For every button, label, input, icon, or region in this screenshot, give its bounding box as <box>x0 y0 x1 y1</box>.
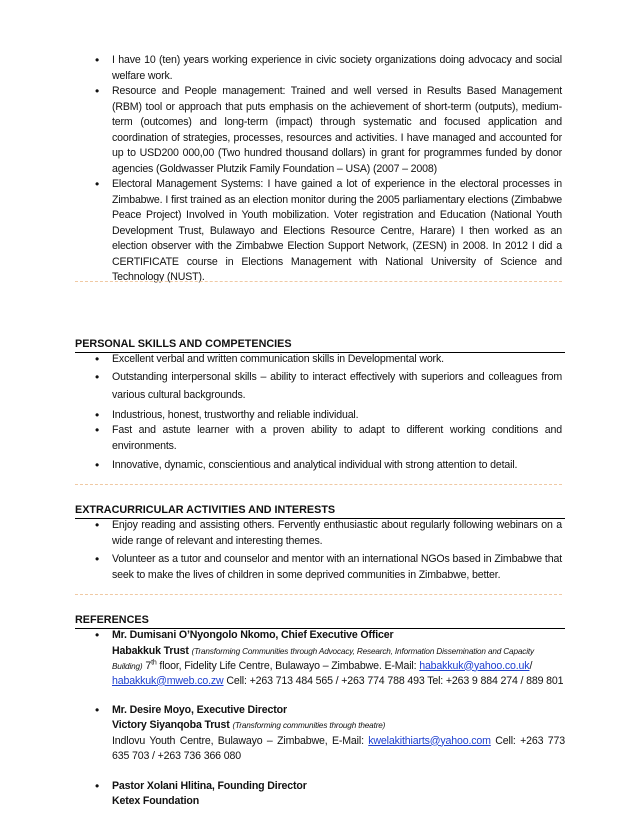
reference-email-link[interactable]: habakkuk@mweb.co.zw <box>112 674 224 687</box>
skills-list <box>75 352 562 474</box>
section-divider <box>75 281 562 282</box>
list-item: • I have 10 (ten) years working experience in civic society organizations doing advocacy and social welfare work. <box>75 53 562 84</box>
reference-address-suffix: th <box>151 658 157 666</box>
list-item: • Fast and astute learner with a proven ability to adapt to different working conditions and environments. <box>75 423 562 454</box>
list-item: • Enjoy reading and assisting others. Fervently enthusiastic about regularly following webinars on a wide range of relevant and interesting themes. <box>75 518 562 549</box>
list-item: • Resource and People management: Trained and well versed in Results Based Management (RBM) tool or approach that puts emphasis on the achievement of short-term (outputs), medium-term (outcomes) and long-term (impact) through systematic and focused application and coordination of strategies, processes, resources and activities. I have managed and accounted for up to USD200 000,00 (Two hundred thousand dollars) in grant for programmes funded by donor agencies (Goldwasser Plutzik Family Foundation – USA) (2007 – 2008) <box>75 84 562 177</box>
reference-name: • Pastor Xolani Hlitina, Founding Director <box>112 779 307 792</box>
list-item: • Electoral Management Systems: I have gained a lot of experience in the electoral processes in Zimbabwe. I first trained as an election monitor during the 2005 parliamentary elections (Zimbabwe Peace Project) Involved in Youth mobilization. Voter registration and Education (National Youth Development Trust, Bulawayo and Elections Resource Centre, Harare) I then worked as an election observer with the Zimbabwe Election Support Network, (ZESN) in 2008. In 2012 I did a CERTIFICATE course in Elections Management with National University of Science and Technology (NUST). <box>75 177 562 286</box>
list-item: • Innovative, dynamic, conscientious and analytical individual with strong attention to detail. <box>75 458 562 474</box>
reference-address: Indlovu Youth Centre, Bulawayo – Zimbabwe, E-Mail: <box>112 734 369 747</box>
list-item: • Outstanding interpersonal skills – ability to interact effectively with superiors and colleagues from various cultural backgrounds. <box>75 368 562 404</box>
section-divider <box>75 484 562 485</box>
reference-name: • Mr. Desire Moyo, Executive Director <box>112 703 287 716</box>
section-divider <box>75 594 562 595</box>
list-item: • Industrious, honest, trustworthy and reliable individual. <box>75 408 562 424</box>
extracurricular-list <box>75 518 562 583</box>
reference-email-link[interactable]: kwelakithiarts@yahoo.com <box>368 734 491 747</box>
references-list <box>75 628 565 810</box>
reference-contact: Cell: +263 773 635 703 / +263 736 366 080 <box>112 734 565 762</box>
reference-org-desc: (Transforming communities through theatre) <box>232 721 386 730</box>
reference-name: • Mr. Dumisani O’Nyongolo Nkomo, Chief Executive Officer <box>112 629 394 641</box>
reference-org: Victory Siyanqoba Trust <box>112 719 230 731</box>
section-title-extracurricular: EXTRACURRICULAR ACTIVITIES AND INTERESTS <box>75 503 565 519</box>
reference-address-number: 7 <box>145 659 152 672</box>
reference-org: Habakkuk Trust <box>112 644 189 657</box>
reference-address: floor, Fidelity Life Centre, Bulawayo – Zimbabwe. E-Mail: <box>156 659 420 672</box>
reference-org: Ketex Foundation <box>112 795 200 807</box>
section-title-references: REFERENCES <box>75 613 565 629</box>
list-item: • Excellent verbal and written communication skills in Developmental work. <box>75 352 562 368</box>
reference-entry <box>75 703 565 765</box>
section-title-skills: PERSONAL SKILLS AND COMPETENCIES <box>75 337 565 353</box>
experience-list <box>75 53 562 286</box>
reference-org-desc: (Transforming Communities through Advocacy, Research, Information Dissemination and Capacity Building) <box>112 646 534 671</box>
list-item: • Volunteer as a tutor and counselor and mentor with an international NGOs based in Zimbabwe that seek to make the lives of children in some deprived communities in Zimbabwe, better. <box>75 552 562 583</box>
reference-email-link[interactable]: habakkuk@yahoo.co.uk <box>419 659 530 672</box>
reference-entry <box>75 628 565 689</box>
email-separator: / <box>529 659 533 672</box>
reference-contact: Cell: +263 713 484 565 / +263 774 788 493 Tel: +263 9 884 274 / 889 801 <box>223 674 564 687</box>
reference-entry <box>75 779 565 810</box>
